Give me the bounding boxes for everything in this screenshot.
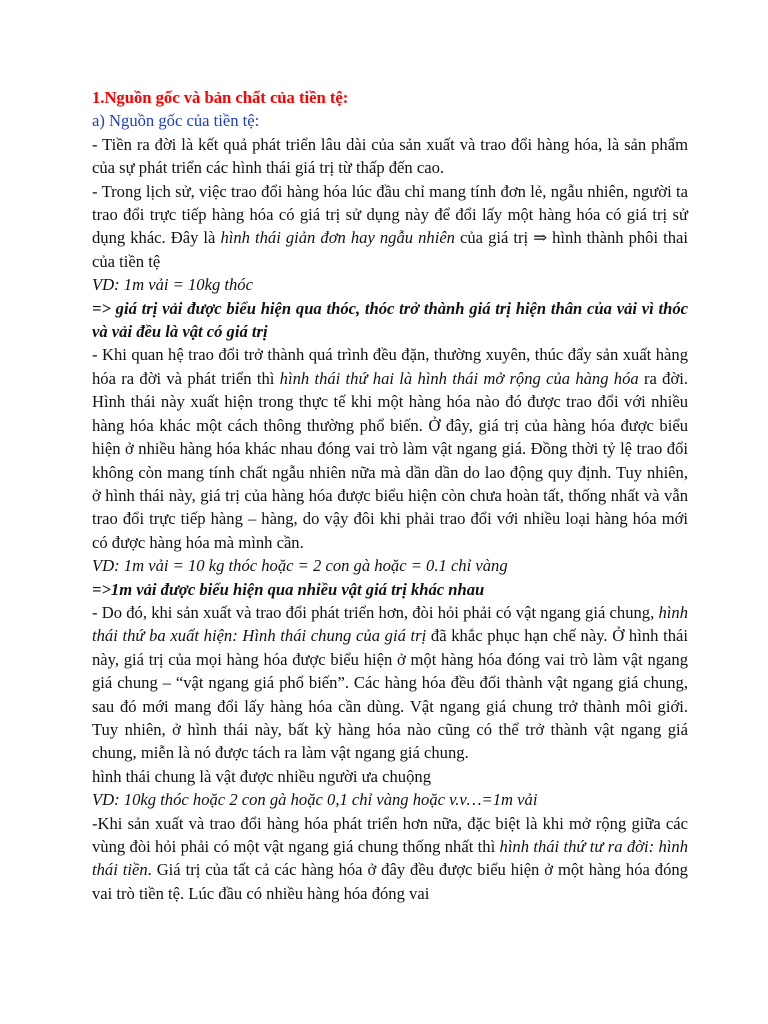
example-line: VD: 10kg thóc hoặc 2 con gà hoặc 0,1 chỉ vàng hoặc v.v…=1m vải	[92, 790, 538, 810]
emphasis-text: hình thái giản đơn hay ngẫu nhiên	[220, 228, 455, 248]
section-heading: 1.Nguồn gốc và bản chất của tiền tệ:	[92, 88, 349, 107]
example-line: VD: 1m vải = 10kg thóc	[92, 275, 253, 295]
paragraph-text: - Trong lịch sử, việc trao đổi hàng hóa lúc đầu chỉ mang tính đơn lẻ, ngẫu nhiên, người ta trao đổi trực tiếp hàng hóa có giá trị sử dụng này để đổi lấy một hàng hóa có giá trị sử dụng khác. Đây là	[92, 181, 688, 248]
paragraph-text: của giá trị ⇒ hình thành phôi thai của tiền tệ	[92, 228, 689, 271]
conclusion-line: => giá trị vải được biểu hiện qua thóc, thóc trở thành giá trị hiện thân của vải vì thóc và vải đều là vật có giá trị	[92, 298, 688, 342]
emphasis-text: hình thái thứ tư ra đời: hình thái tiền	[92, 837, 688, 880]
paragraph-text: - Do đó, khi sản xuất và trao đổi phát triển hơn, đòi hỏi phải có vật ngang giá chung,	[92, 602, 659, 622]
emphasis-text: hình thái thứ hai là hình thái mở rộng của hàng hóa	[279, 368, 639, 388]
paragraph-origin: - Tiền ra đời là kết quả phát triển lâu dài của sản xuất và trao đổi hàng hóa, là sản phẩm của sự phát triển các hình thái giá trị từ thấp đến cao.	[92, 134, 688, 178]
paragraph-text: ra đời. Hình thái này xuất hiện trong thực tế khi một hàng hóa nào đó được trao đổi với nhiều hàng hóa khác một cách thông thường phổ biến. Ở đây, giá trị của hàng hóa được biểu hiện ở nhiều hàng hóa khác nhau đóng vai trò làm vật ngang giá. Đồng thời tỷ lệ trao đổi không còn mang tính chất ngẫu nhiên nữa mà dần dần do lao động quy định. Tuy nhiên, ở hình thái này, giá trị của hàng hóa được biểu hiện còn chưa hoàn tất, thống nhất và vẫn trao đổi trực tiếp hàng – hàng, do vậy đôi khi phải trao đổi với nhiều loại hàng hóa mới có được hàng hóa mà mình cần.	[92, 368, 688, 552]
example-line: VD: 1m vải = 10 kg thóc hoặc = 2 con gà hoặc = 0.1 chỉ vàng	[92, 556, 508, 576]
emphasis-text: hình thái thứ ba xuất hiện: Hình thái chung của giá trị	[92, 602, 688, 646]
paragraph-text: -Khi sản xuất và trao đổi hàng hóa phát triển hơn nữa, đặc biệt là khi mở rộng giữa các vùng đòi hỏi phải có một vật ngang giá chung thống nhất thì	[92, 813, 688, 856]
conclusion-line: =>1m vải được biểu hiện qua nhiều vật giá trị khác nhau	[92, 579, 485, 599]
paragraph-text: đã khắc phục hạn chế này. Ở hình thái này, giá trị của mọi hàng hóa được biểu hiện ở một hàng hóa đóng vai trò làm vật ngang giá chung – “vật ngang giá phổ biến”. Các hàng hóa đều đổi thành vật ngang giá chung, sau đó mới mang đổi lấy hàng hóa cần dùng. Vật ngang giá chung trở thành môi giới. Tuy nhiên, ở hình thái này, bất kỳ hàng hóa nào cũng có thể trở thành vật ngang giá chung, miễn là nó được tách ra làm vật ngang giá chung.	[92, 626, 688, 763]
subsection-heading: a) Nguồn gốc của tiền tệ:	[92, 111, 260, 131]
paragraph-text: . Giá trị của tất cả các hàng hóa ở đây đều được biểu hiện ở một hàng hóa đóng vai trò tiền tệ. Lúc đầu có nhiều hàng hóa đóng vai	[92, 860, 688, 903]
paragraph-simple-form	[92, 180, 688, 274]
document-body	[92, 86, 688, 905]
paragraph-general-form	[92, 601, 688, 765]
paragraph-money-form	[92, 812, 688, 906]
paragraph-expanded-form	[92, 343, 688, 554]
note-line: hình thái chung là vật được nhiều người ưa chuộng	[92, 766, 431, 786]
paragraph-text: - Khi quan hệ trao đổi trở thành quá trình đều đặn, thường xuyên, thúc đẩy sản xuất hàng hóa ra đời và phát triển thì	[92, 345, 688, 388]
